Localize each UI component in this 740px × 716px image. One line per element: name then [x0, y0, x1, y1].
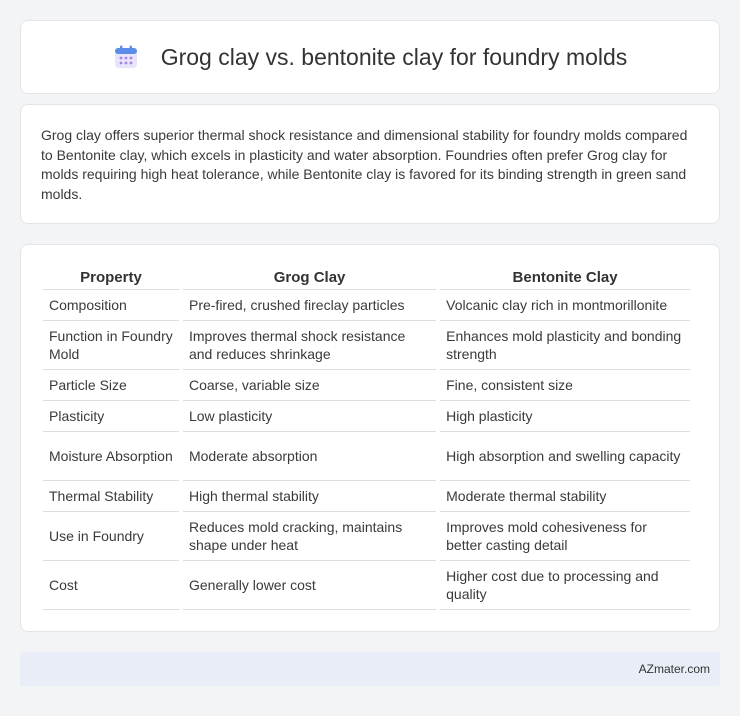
cell-grog: Moderate absorption	[183, 432, 436, 481]
cell-bentonite: Fine, consistent size	[440, 370, 690, 401]
cell-bentonite: High plasticity	[440, 401, 690, 432]
intro-card	[20, 104, 720, 224]
cell-property: Composition	[43, 290, 179, 321]
header-bentonite-clay: Bentonite Clay	[440, 266, 690, 290]
table-row	[43, 370, 690, 401]
cell-bentonite: Enhances mold plasticity and bonding strength	[440, 321, 690, 370]
header-card	[20, 20, 720, 94]
cell-bentonite: Higher cost due to processing and quality	[440, 561, 690, 610]
cell-property: Cost	[43, 561, 179, 610]
header-grog-clay: Grog Clay	[183, 266, 436, 290]
footer-bar	[20, 652, 720, 686]
footer-brand: AZmater.com	[638, 662, 710, 676]
cell-bentonite: High absorption and swelling capacity	[440, 432, 690, 481]
calendar-icon	[113, 44, 139, 70]
table-row	[43, 481, 690, 512]
table-header-row	[43, 266, 690, 290]
header-property: Property	[43, 266, 179, 290]
cell-bentonite: Moderate thermal stability	[440, 481, 690, 512]
table-row	[43, 561, 690, 610]
table-row	[43, 432, 690, 481]
table-row	[43, 290, 690, 321]
comparison-table	[39, 266, 694, 610]
cell-property: Plasticity	[43, 401, 179, 432]
cell-grog: Coarse, variable size	[183, 370, 436, 401]
cell-grog: High thermal stability	[183, 481, 436, 512]
intro-paragraph: Grog clay offers superior thermal shock resistance and dimensional stability for foundry molds compared to Bentonite clay, which excels in plasticity and water absorption. Foundries often prefer Grog clay for molds requiring high heat tolerance, while Bentonite clay is favored for its binding strength in green sand molds.	[41, 127, 688, 203]
cell-grog: Generally lower cost	[183, 561, 436, 610]
cell-bentonite: Improves mold cohesiveness for better casting detail	[440, 512, 690, 561]
cell-property: Use in Foundry	[43, 512, 179, 561]
table-row	[43, 512, 690, 561]
cell-property: Function in Foundry Mold	[43, 321, 179, 370]
table-row	[43, 321, 690, 370]
cell-grog: Reduces mold cracking, maintains shape under heat	[183, 512, 436, 561]
cell-grog: Pre-fired, crushed fireclay particles	[183, 290, 436, 321]
cell-property: Thermal Stability	[43, 481, 179, 512]
cell-property: Moisture Absorption	[43, 432, 179, 481]
page-title: Grog clay vs. bentonite clay for foundry molds	[160, 43, 628, 70]
cell-grog: Low plasticity	[183, 401, 436, 432]
table-row	[43, 401, 690, 432]
cell-bentonite: Volcanic clay rich in montmorillonite	[440, 290, 690, 321]
cell-grog: Improves thermal shock resistance and reduces shrinkage	[183, 321, 436, 370]
comparison-table-card	[20, 244, 720, 632]
cell-property: Particle Size	[43, 370, 179, 401]
